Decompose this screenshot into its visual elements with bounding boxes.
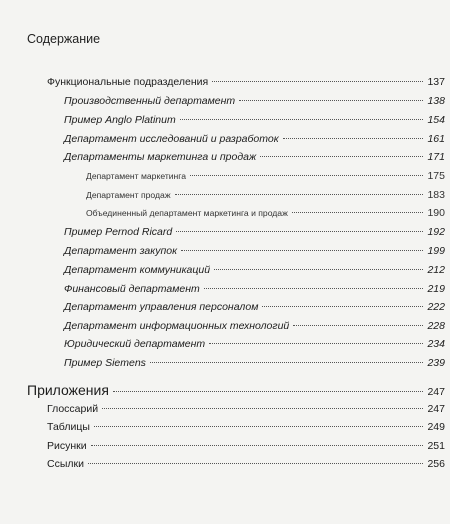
toc-entry xyxy=(64,226,445,238)
toc-leader-dots xyxy=(292,212,424,213)
toc-entry xyxy=(64,95,445,107)
toc-entry-label: Приложения xyxy=(27,382,109,398)
toc-entry-label: Пример Siemens xyxy=(64,357,146,369)
toc-page-number: 212 xyxy=(427,264,445,276)
toc-entry-label: Департамент управления персоналом xyxy=(64,301,259,313)
toc-entry-label: Департамент исследований и разработок xyxy=(64,133,279,145)
toc-leader-dots xyxy=(209,343,423,344)
toc-leader-dots xyxy=(94,426,424,427)
toc-page-number: 234 xyxy=(427,338,445,350)
toc-entry xyxy=(64,245,445,257)
toc-page-number: 249 xyxy=(427,421,445,433)
toc-entry-label: Глоссарий xyxy=(47,403,99,415)
toc-leader-dots xyxy=(180,119,424,120)
toc-entry-label: Юридический департамент xyxy=(64,338,206,350)
toc-leader-dots xyxy=(293,325,423,326)
toc-entry-label: Финансовый департамент xyxy=(64,283,200,295)
toc-page-number: 175 xyxy=(427,170,445,182)
toc-entry-label: Департамент закупок xyxy=(64,245,178,257)
toc-page-number: 222 xyxy=(427,301,445,313)
toc-entry xyxy=(64,114,445,126)
toc-leader-dots xyxy=(181,250,423,251)
toc-leader-dots xyxy=(150,362,424,363)
toc-page-number: 228 xyxy=(427,320,445,332)
toc-leader-dots xyxy=(102,408,423,409)
toc-entry-label: Ссылки xyxy=(47,458,84,470)
toc-leader-dots xyxy=(91,445,424,446)
toc-leader-dots xyxy=(283,138,424,139)
toc-entry xyxy=(47,421,445,433)
toc-entry-label: Департамент информационных технологий xyxy=(64,320,290,332)
toc-entry xyxy=(64,151,445,163)
toc-page-number: 251 xyxy=(427,440,445,452)
page-header-title: Содержание xyxy=(27,32,101,46)
toc-page-number: 190 xyxy=(427,207,445,219)
toc-leader-dots xyxy=(260,156,423,157)
toc-page-number: 247 xyxy=(427,403,445,415)
toc-section-heading xyxy=(27,382,445,398)
toc-page-number: 192 xyxy=(427,226,445,238)
toc-leader-dots xyxy=(176,231,423,232)
toc-entry xyxy=(47,403,445,415)
toc-entry-label: Департамент коммуникаций xyxy=(64,264,211,276)
toc-page-number: 239 xyxy=(427,357,445,369)
toc-entry-label: Пример Pernod Ricard xyxy=(64,226,173,238)
toc-entry xyxy=(47,458,445,470)
toc-leader-dots xyxy=(204,288,424,289)
toc-leader-dots xyxy=(214,269,423,270)
toc-leader-dots xyxy=(190,175,423,176)
toc-entry-label: Объединенный департамент маркетинга и продаж xyxy=(86,208,288,218)
toc-entry xyxy=(47,76,445,88)
toc-entry xyxy=(64,357,445,369)
toc-page-number: 137 xyxy=(427,76,445,88)
toc-entry xyxy=(64,338,445,350)
toc-page-number: 199 xyxy=(427,245,445,257)
toc-page-number: 171 xyxy=(427,151,445,163)
toc-entry-label: Таблицы xyxy=(47,421,90,433)
toc-leader-dots xyxy=(262,306,423,307)
toc-entry xyxy=(64,301,445,313)
toc-entry-label: Департамент маркетинга xyxy=(86,171,187,181)
toc-entry xyxy=(86,170,445,182)
toc-page-number: 256 xyxy=(427,458,445,470)
toc-leader-dots xyxy=(212,81,423,82)
toc-page-number: 219 xyxy=(427,283,445,295)
toc-entry-label: Рисунки xyxy=(47,440,87,452)
toc-page-number: 183 xyxy=(427,189,445,201)
toc-entry xyxy=(47,440,445,452)
toc-entry xyxy=(64,320,445,332)
toc-page-number: 154 xyxy=(427,114,445,126)
toc-entry-label: Департаменты маркетинга и продаж xyxy=(64,151,257,163)
toc-page-number: 138 xyxy=(427,95,445,107)
toc-entry xyxy=(86,207,445,219)
toc-page-number: 161 xyxy=(427,133,445,145)
toc-leader-dots xyxy=(88,463,424,464)
toc-leader-dots xyxy=(113,391,424,392)
toc-page-number: 247 xyxy=(427,386,445,398)
toc-entry xyxy=(64,133,445,145)
toc-entry xyxy=(64,283,445,295)
toc-entry-label: Функциональные подразделения xyxy=(47,76,209,88)
toc-leader-dots xyxy=(239,100,423,101)
toc-entry-label: Пример Anglo Platinum xyxy=(64,114,176,126)
toc-entry xyxy=(64,264,445,276)
toc-entry-label: Департамент продаж xyxy=(86,190,171,200)
toc-leader-dots xyxy=(175,194,424,195)
toc-entry-label: Производственный департамент xyxy=(64,95,236,107)
toc-entry xyxy=(86,189,445,201)
